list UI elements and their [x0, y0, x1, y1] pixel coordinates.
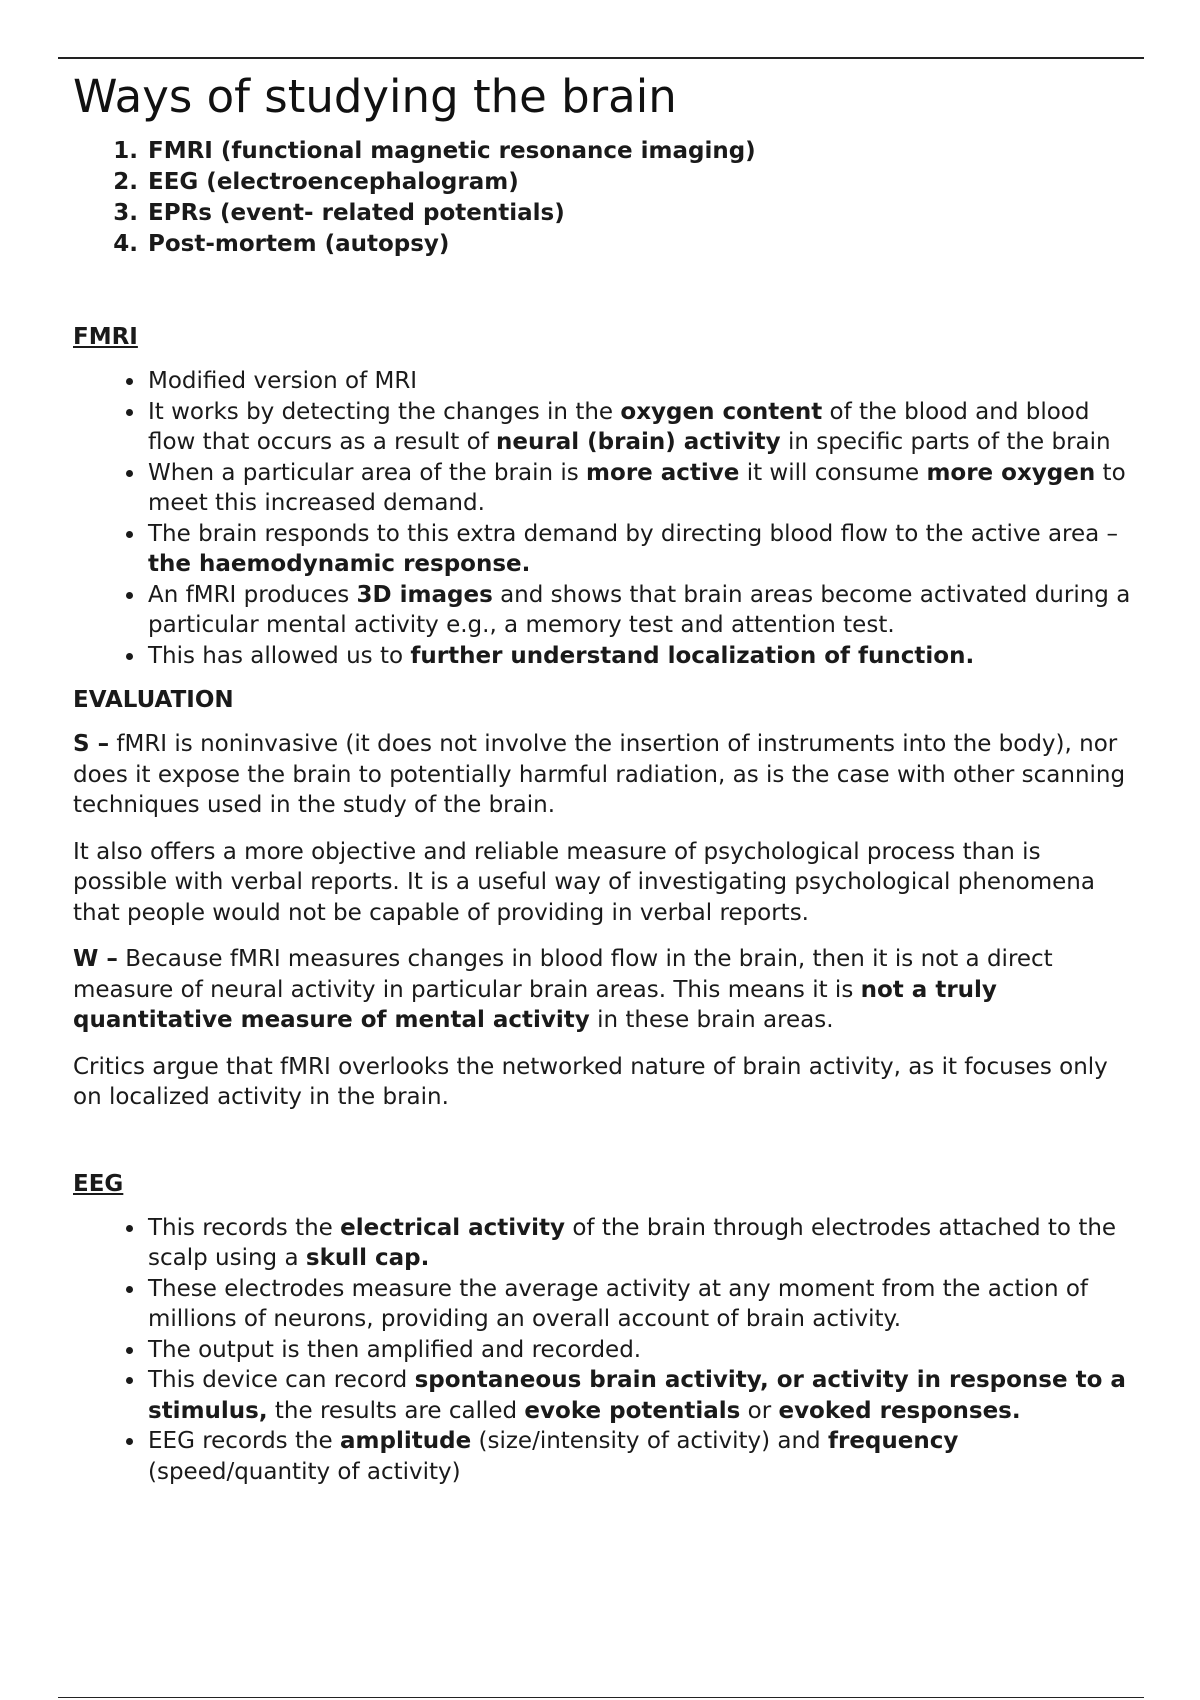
- list-item: • EEG records the amplitude (size/intensity of activity) and frequency (speed/quantity of activity): [146, 1426, 1133, 1487]
- paragraph: It also offers a more objective and reliable measure of psychological process than is possible with verbal reports. It is a useful way of investigating psychological phenomena that people would not be capable of providing in verbal reports.: [73, 838, 1095, 926]
- bottom-rule: [58, 1697, 1144, 1698]
- eeg-heading: EEG: [73, 1170, 124, 1197]
- paragraph: Critics argue that fMRI overlooks the networked nature of brain activity, as it focuses only on localized activity in the brain.: [73, 1053, 1108, 1110]
- weakness-paragraph: W – Because fMRI measures changes in blood flow in the brain, then it is not a direct measure of neural activity in particular brain areas. This means it is not a truly quantitative measure of mental activity in these brain areas.: [73, 946, 1053, 1033]
- list-item: • It works by detecting the changes in the oxygen content of the blood and blood flow that occurs as a result of neural (brain) activity in specific parts of the brain: [146, 397, 1133, 458]
- page-title: Ways of studying the brain: [73, 70, 677, 123]
- list-item: 4. Post-mortem (autopsy): [146, 229, 1133, 260]
- list-item: 3. EPRs (event- related potentials): [146, 198, 1133, 229]
- list-item: • When a particular area of the brain is more active it will consume more oxygen to meet this increased demand.: [146, 458, 1133, 519]
- list-item: • The brain responds to this extra demand by directing blood flow to the active area – the haemodynamic response.: [146, 519, 1133, 580]
- list-item: • These electrodes measure the average activity at any moment from the action of millions of neurons, providing an overall account of brain activity.: [146, 1274, 1133, 1335]
- methods-list: [73, 136, 1133, 260]
- list-item: • The output is then amplified and recorded.: [146, 1335, 1133, 1366]
- list-item: 2. EEG (electroencephalogram): [146, 167, 1133, 198]
- top-rule: [58, 57, 1144, 59]
- list-item: • An fMRI produces 3D images and shows that brain areas become activated during a particular mental activity e.g., a memory test and attention test.: [146, 580, 1133, 641]
- list-item: • This has allowed us to further understand localization of function.: [146, 641, 1133, 672]
- list-item: • This device can record spontaneous brain activity, or activity in response to a stimulus, the results are called evoke potentials or evoked responses.: [146, 1365, 1133, 1426]
- list-item: 1. FMRI (functional magnetic resonance imaging): [146, 136, 1133, 167]
- document-page: [73, 68, 1133, 1487]
- fmri-heading: FMRI: [73, 324, 138, 350]
- list-item: • This records the electrical activity of the brain through electrodes attached to the scalp using a skull cap.: [146, 1213, 1133, 1274]
- list-item: • Modified version of MRI: [146, 366, 1133, 397]
- fmri-bullets: [73, 366, 1133, 671]
- evaluation-heading: EVALUATION: [73, 687, 234, 713]
- eeg-bullets: [73, 1213, 1133, 1488]
- strength-paragraph: S – fMRI is noninvasive (it does not involve the insertion of instruments into the body), nor does it expose the brain to potentially harmful radiation, as is the case with other scanning techniques used in the study of the brain.: [73, 731, 1126, 818]
